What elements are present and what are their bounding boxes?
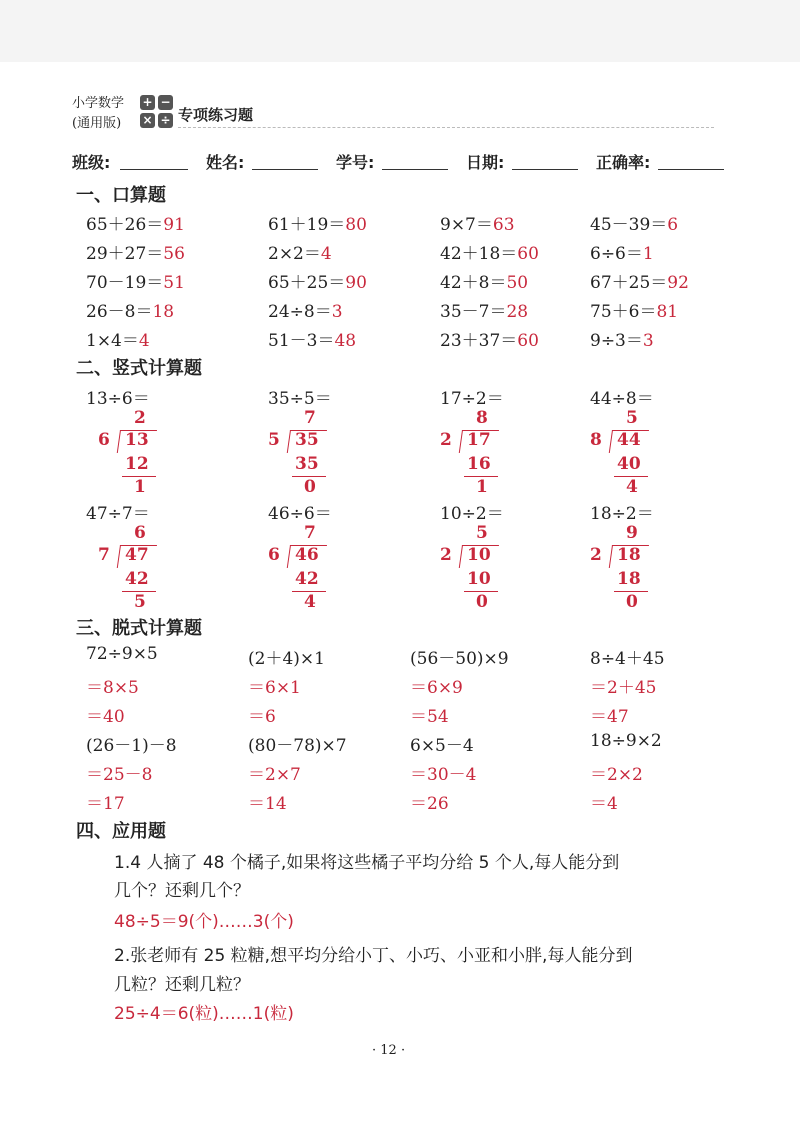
division-bracket [609,430,649,453]
header-divider [178,127,714,128]
expression-text: (2＋4)×1 [248,649,325,669]
answer-text: 92 [667,273,689,293]
mental-math-item [268,239,332,264]
mental-math-item [268,210,367,235]
question-text: 9÷3＝ [590,331,643,351]
remainder-digit: 5 [134,592,146,612]
long-division-work [590,408,690,498]
step-text: ＝40 [86,707,125,727]
long-division-work [440,523,540,613]
product-digit: 40 [617,454,641,474]
brand-line2: (通用版) [72,116,122,131]
remainder-digit: 0 [476,592,488,612]
section3-title: 三、脱式计算题 [76,618,202,639]
subtraction-line [122,476,156,477]
long-division-work [98,523,198,613]
answer-text: 56 [163,244,185,264]
dividend-digit: 13 [125,430,149,450]
long-division-work [268,523,368,613]
step-text: ＝47 [590,707,629,727]
long-division-work [268,408,368,498]
step-text: ＝25－8 [86,765,153,785]
question-text: 45－39＝ [590,215,668,235]
subtraction-line [464,476,498,477]
product-digit: 12 [125,454,149,474]
plus-icon: + [140,95,155,110]
divisor-digit: 2 [590,545,602,565]
minus-icon: − [158,95,173,110]
dividend-digit: 44 [617,430,641,450]
divisor-digit: 6 [98,430,110,450]
mental-math-item [440,326,539,351]
question-text: 1×4＝ [86,331,139,351]
question-text: 24÷8＝ [268,302,332,322]
divide-icon: ÷ [158,113,173,128]
expression-text: 6×5－4 [410,736,474,756]
remainder-digit: 4 [626,477,638,497]
accuracy-field[interactable] [658,169,724,170]
mental-math-item [268,326,356,351]
question-text: 2×2＝ [268,244,321,264]
mental-math-item [86,210,185,235]
subtraction-line [292,476,326,477]
page-title: 专项练习题 [178,106,254,124]
product-digit: 42 [295,569,319,589]
expression-text: (80－78)×7 [248,736,347,756]
answer-text: 6 [667,215,679,235]
divisor-digit: 6 [268,545,280,565]
expression-text: 72÷9×5 [86,644,158,664]
question-text: 42＋18＝ [440,244,518,264]
subtraction-line [122,591,156,592]
answer-text: 90 [345,273,367,293]
step-text: ＝14 [248,794,287,814]
page-number: · 12 · [372,1043,406,1058]
quotient-digit: 7 [304,408,316,428]
quotient-digit: 7 [304,523,316,543]
section2-title: 二、竖式计算题 [76,358,202,379]
section4-title: 四、应用题 [76,821,166,842]
mental-math-item [590,297,678,322]
question-text: 65＋25＝ [268,273,346,293]
step-text: ＝6×1 [248,678,301,698]
answer-text: 51 [163,273,185,293]
remainder-digit: 0 [304,477,316,497]
mental-math-item [440,268,528,293]
step-text: ＝54 [410,707,449,727]
remainder-digit: 4 [304,592,316,612]
quotient-digit: 9 [626,523,638,543]
date-field[interactable] [512,169,578,170]
mental-math-item [590,268,689,293]
question-text: 26－8＝ [86,302,153,322]
answer-text: 50 [506,273,529,293]
quotient-digit: 8 [476,408,488,428]
expression-text: (26－1)－8 [86,736,177,756]
answer-text: 48 [334,331,357,351]
dividend-digit: 35 [295,430,319,450]
mental-math-item [440,297,528,322]
question-text: 29＋27＝ [86,244,164,264]
name-field[interactable] [252,169,318,170]
answer-text: 28 [506,302,529,322]
division-question: 18÷2＝ [590,504,654,524]
answer-text: 63 [492,215,515,235]
question-text: 23＋37＝ [440,331,518,351]
question-text: 75＋6＝ [590,302,657,322]
step-text: ＝2×2 [590,765,643,785]
student-id-label: 学号: [336,153,375,172]
answer-text: 18 [152,302,175,322]
dividend-digit: 46 [295,545,319,565]
question-text: 65＋26＝ [86,215,164,235]
section1-title: 一、口算题 [76,185,166,206]
mental-math-item [86,268,185,293]
step-text: ＝2＋45 [590,678,657,698]
class-label: 班级: [72,153,111,172]
division-question: 44÷8＝ [590,389,654,409]
division-bracket [117,545,157,568]
expression-text: 8÷4＋45 [590,649,665,669]
division-bracket [459,430,499,453]
word-problem-1-answer: 48÷5＝9(个)……3(个) [114,912,294,932]
product-digit: 35 [295,454,319,474]
brand-label [72,94,124,134]
question-text: 67＋25＝ [590,273,668,293]
step-text: ＝30－4 [410,765,477,785]
student-id-field[interactable] [382,169,448,170]
division-bracket [459,545,499,568]
step-text: ＝4 [590,794,618,814]
word-problem-2-line1: 2.张老师有 25 粒糖,想平均分给小丁、小巧、小亚和小胖,每人能分到 [114,946,633,966]
divisor-digit: 5 [268,430,280,450]
mental-math-item [590,239,654,264]
division-bracket [117,430,157,453]
quotient-digit: 5 [476,523,488,543]
dividend-digit: 17 [467,430,491,450]
name-label: 姓名: [206,153,245,172]
divisor-digit: 7 [98,545,110,565]
answer-text: 3 [642,331,654,351]
long-division-work [440,408,540,498]
long-division-work [590,523,690,613]
answer-text: 91 [163,215,185,235]
times-icon: × [140,113,155,128]
product-digit: 10 [467,569,491,589]
step-text: ＝17 [86,794,125,814]
division-bracket [287,430,327,453]
division-question: 17÷2＝ [440,389,504,409]
answer-text: 80 [345,215,367,235]
question-text: 35－7＝ [440,302,507,322]
remainder-digit: 1 [476,477,488,497]
answer-text: 81 [656,302,679,322]
class-field[interactable] [120,169,188,170]
quotient-digit: 2 [134,408,146,428]
remainder-digit: 0 [626,592,638,612]
subtraction-line [614,476,648,477]
subtraction-line [614,591,648,592]
division-question: 46÷6＝ [268,504,332,524]
question-text: 42＋8＝ [440,273,507,293]
step-text: ＝6×9 [410,678,463,698]
expression-text: 18÷9×2 [590,731,662,751]
step-text: ＝2×7 [248,765,301,785]
dividend-digit: 47 [125,545,149,565]
quotient-digit: 6 [134,523,146,543]
division-bracket [609,545,649,568]
mental-math-item [590,326,654,351]
brand-line1: 小学数学 [72,96,125,111]
division-question: 47÷7＝ [86,504,150,524]
accuracy-label: 正确率: [596,153,651,172]
divisor-digit: 2 [440,430,452,450]
product-digit: 16 [467,454,491,474]
date-label: 日期: [466,153,505,172]
division-question: 35÷5＝ [268,389,332,409]
question-text: 6÷6＝ [590,244,643,264]
dividend-digit: 18 [617,545,641,565]
division-question: 10÷2＝ [440,504,504,524]
product-digit: 18 [617,569,641,589]
question-text: 61＋19＝ [268,215,346,235]
step-text: ＝8×5 [86,678,139,698]
question-text: 70－19＝ [86,273,164,293]
question-text: 51－3＝ [268,331,335,351]
top-band [0,0,800,62]
step-text: ＝26 [410,794,449,814]
word-problem-1-line1: 1.4 人摘了 48 个橘子,如果将这些橘子平均分给 5 个人,每人能分到 [114,853,620,873]
mental-math-item [268,297,343,322]
mental-math-item [268,268,367,293]
mental-math-item [86,297,174,322]
long-division-work [98,408,198,498]
mental-math-item [440,210,515,235]
divisor-digit: 2 [440,545,452,565]
math-ops-logo [140,95,174,129]
quotient-digit: 5 [626,408,638,428]
product-digit: 42 [125,569,149,589]
answer-text: 4 [320,244,332,264]
word-problem-2-answer: 25÷4＝6(粒)……1(粒) [114,1004,294,1024]
word-problem-2-line2: 几粒？还剩几粒？ [114,975,250,995]
mental-math-item [86,239,185,264]
mental-math-item [86,326,150,351]
answer-text: 60 [517,331,539,351]
answer-text: 3 [331,302,343,322]
mental-math-item [590,210,678,235]
answer-text: 1 [642,244,654,264]
word-problem-1-line2: 几个？还剩几个？ [114,881,250,901]
expression-text: (56－50)×9 [410,649,509,669]
answer-text: 4 [138,331,150,351]
answer-text: 60 [517,244,539,264]
subtraction-line [464,591,498,592]
division-bracket [287,545,327,568]
mental-math-item [440,239,539,264]
subtraction-line [292,591,326,592]
question-text: 9×7＝ [440,215,493,235]
dividend-digit: 10 [467,545,491,565]
divisor-digit: 8 [590,430,602,450]
step-text: ＝6 [248,707,276,727]
remainder-digit: 1 [134,477,146,497]
division-question: 13÷6＝ [86,389,150,409]
